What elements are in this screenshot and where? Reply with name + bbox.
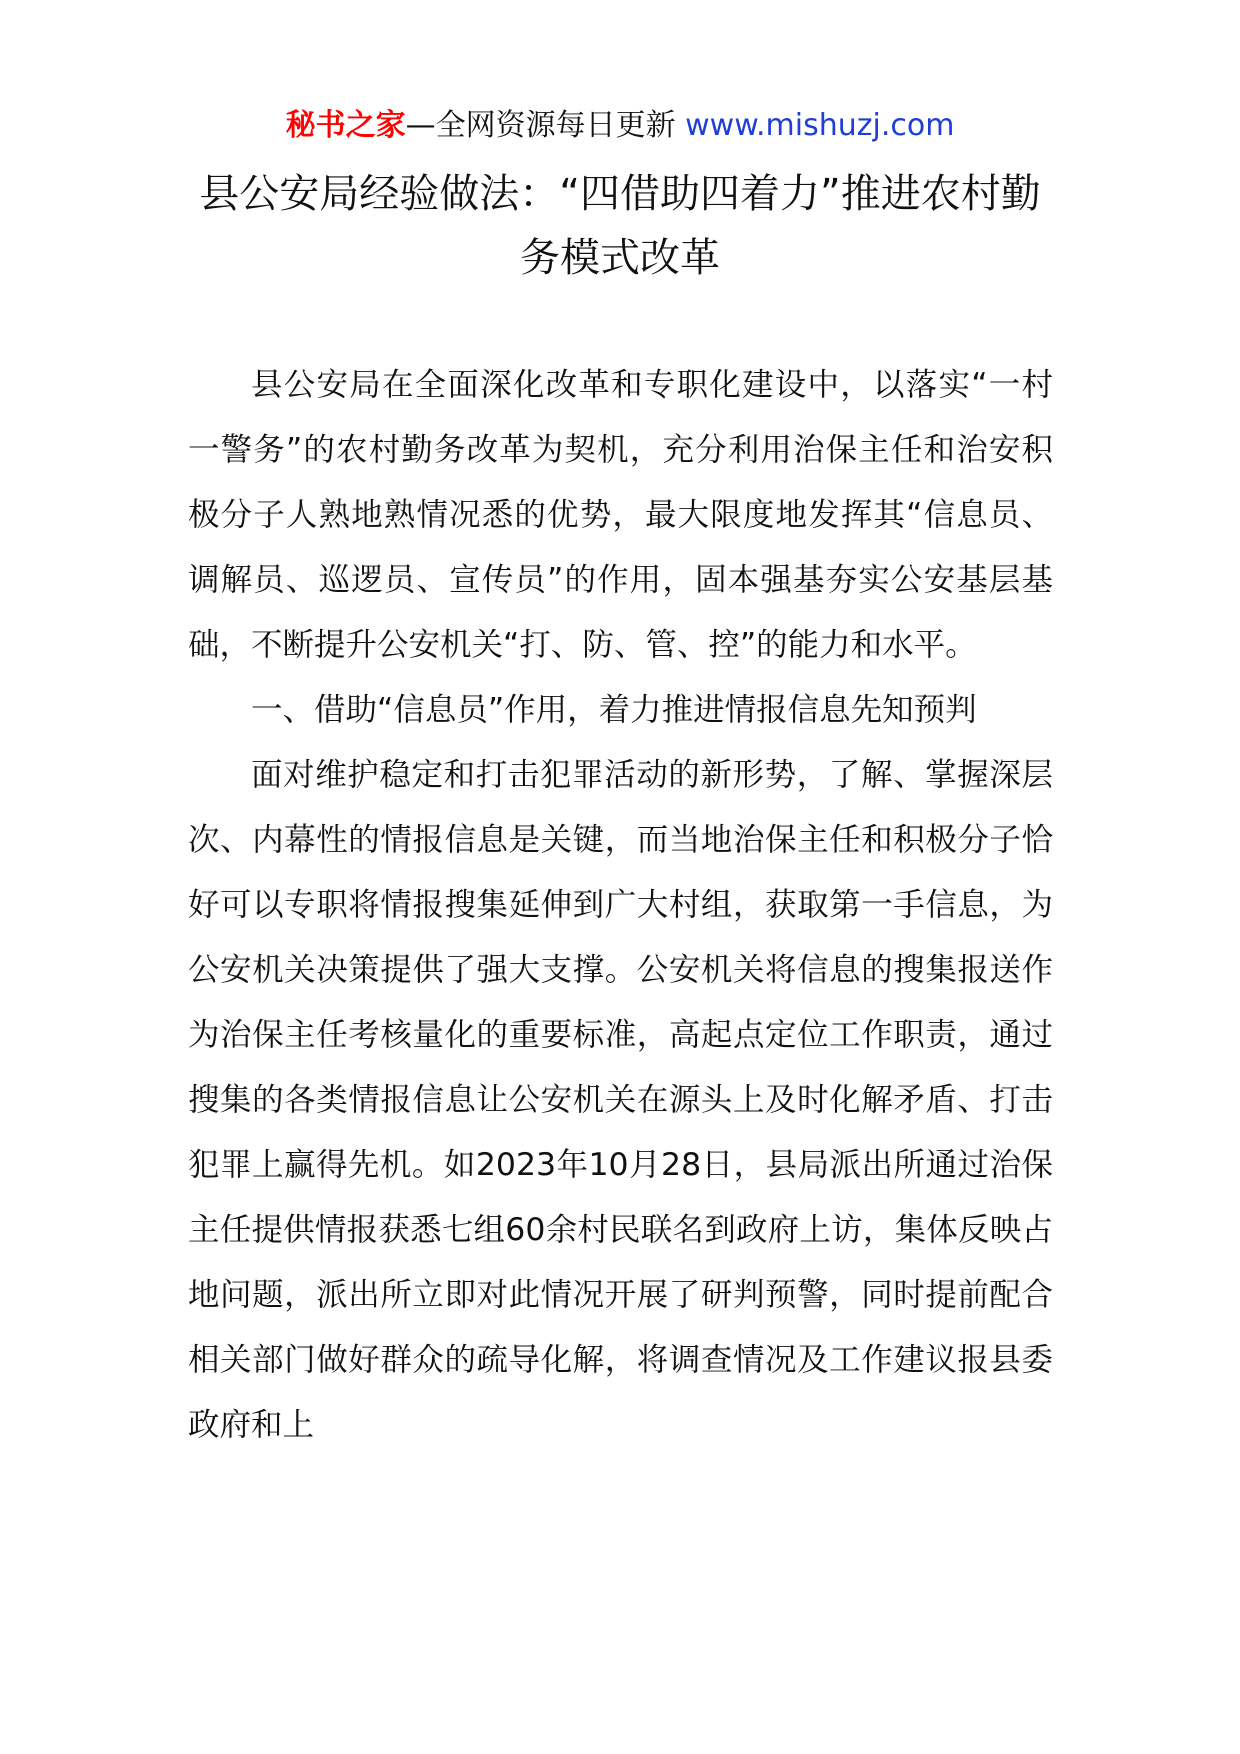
site-url-link[interactable]: www.mishuzj.com bbox=[685, 108, 955, 143]
body-paragraph-section-1: 面对维护稳定和打击犯罪活动的新形势，了解、掌握深层次、内幕性的情报信息是关键，而当地治保主任和积极分子恰好可以专职将情报搜集延伸到广大村组，获取第一手信息，为公安机关决策提供了强大支撑。公安机关将信息的搜集报送作为治保主任考核量化的重要标准，高起点定位工作职责，通过搜集的各类情报信息让公安机关在源头上及时化解矛盾、打击犯罪上赢得先机。如2023年10月28日，县局派出所通过治保主任提供情报获悉七组60余村民联名到政府上访，集体反映占地问题，派出所立即对此情况开展了研判预警，同时提前配合相关部门做好群众的疏导化解，将调查情况及工作建议报县委政府和上 bbox=[188, 757, 1053, 1443]
section-heading-1: 一、借助“信息员”作用，着力推进情报信息先知预判 bbox=[251, 692, 977, 728]
site-brand: 秘书之家 bbox=[285, 108, 406, 143]
document-title: 县公安局经验做法：“四借助四着力”推进农村勤务模式改革 bbox=[199, 171, 1041, 281]
body-paragraph-intro: 县公安局在全面深化改革和专职化建设中，以落实“一村一警务”的农村勤务改革为契机，充分利用治保主任和治安积极分子人熟地熟情况悉的优势，最大限度地发挥其“信息员、调解员、巡逻员、宣传员”的作用，固本强基夯实公安基层基础，不断提升公安机关“打、防、管、控”的能力和水平。 bbox=[188, 367, 1053, 663]
site-header bbox=[0, 104, 1240, 148]
site-tagline: —全网资源每日更新 bbox=[405, 108, 676, 143]
document-body bbox=[188, 353, 1053, 1458]
